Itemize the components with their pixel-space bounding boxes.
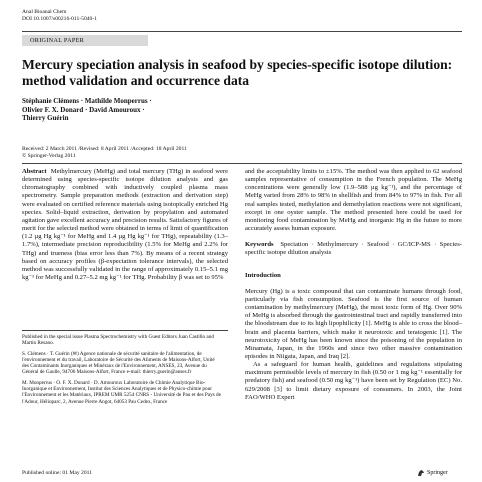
author-line: Olivier F. X. Donard · David Amouroux · <box>22 105 145 114</box>
intro-paragraph-1: Mercury (Hg) is a toxic compound that can contaminate humans through food, particularly via fish consumption. Seafood is the first source of human contamination by methylmercury (MeHg), the most toxic form of Hg. Over 90% of MeHg is absorbed through the gastrointestinal tract and rapidly transferred into the bloodstream due to its high lipophilicity [1]. MeHg is able to cross the blood–brain and placenta barriers, which make it neurotoxic and teratogenic [1]. The neurotoxicity of MeHg has been known since the poisoning of the population in Minamata, Japan, in the 1960s and since two other massive contamination episodes in Niigata, Japan, and Iraq [2]. <box>245 287 462 360</box>
keywords-label: Keywords <box>245 241 274 249</box>
abstract-paragraph <box>22 168 228 282</box>
copyright: © Springer-Verlag 2011 <box>22 153 76 159</box>
footnote-affiliation-anses: S. Clémens · T. Guérin (✉) Agence nationale de sécurité sanitaire de l'alimentation, de l'environnement et du travail, Laboratoire de Sécurité des Aliments de Maisons-Alfort, Unité des Contaminants Inorganiques et Minéraux de l'Environnement, ANSES, 23, Avenue du Général de Gaulle, 94706 Maisons-Alfort, France e-mail: thierry.guerin@anses.fr <box>22 350 215 376</box>
footnotes <box>22 334 222 409</box>
journal-header <box>22 9 97 23</box>
journal-name: Anal Bioanal Chem <box>22 9 67 15</box>
article-history <box>22 146 187 160</box>
author-line: Stéphanie Clémens · Mathilde Monperrus · <box>22 97 152 105</box>
history-rule <box>22 163 462 164</box>
footnote-affiliation-iprem: M. Monperrus · O. F. X. Donard · D. Amouroux Laboratoire de Chimie Analytique Bio-Inorganique et Environnement, Institut des Sciences Analytiques et de Physico-chimie pour l'Environnement et les Matériaux, IPREM UMR 5254 CNRS - Université de Pau et des Pays de l'Adour, Hélioparc, 2, Avenue Pierre Angot, 64053 Pau Cedex, France <box>22 379 221 405</box>
springer-wordmark: Springer <box>427 470 448 476</box>
springer-logo <box>417 469 448 477</box>
footnote-special-issue: Published in the special issue Plasma Spectrochemistry with Guest Editors Juan Castillo and Martín Resano. <box>22 334 214 347</box>
header-rule <box>22 31 462 32</box>
paper-title: Mercury speciation analysis in seafood by species-specific isotope dilution: method validation and occurrence data <box>22 57 453 88</box>
article-type-badge: ORIGINAL PAPER <box>22 35 148 46</box>
footnote-rule <box>22 330 228 331</box>
intro-paragraph-2: As a safeguard for human health, guidelines and regulations stipulating maximum permissible levels of mercury in fish (0.50 or 1 mg kg⁻¹ essentially for predatory fish) and seafood (0.50 mg kg⁻¹) have been set by Regulation (EC) No. 629/2008 [3] to limit dietary exposure of consumers. In 2003, the Joint FAO/WHO Expert <box>245 361 462 401</box>
abstract-column <box>22 168 228 282</box>
intro-heading: Introduction <box>245 271 281 279</box>
author-list <box>22 97 282 123</box>
dates: Received: 2 March 2011 /Revised: 8 April 2011 /Accepted: 18 April 2011 <box>22 146 187 152</box>
keywords-text: Speciation · Methylmercury · Seafood · GC/ICP-MS · Species-specific isotope dilution analysis <box>245 241 463 257</box>
keywords-paragraph <box>245 241 462 257</box>
abstract-text: Methylmercury (MeHg) and total mercury (THg) in seafood were determined using species-specific isotope dilution analysis and gas chromatography combined with inductively coupled plasma mass spectrometry. Sample preparation methods (extraction and derivation step) were evaluated on certified reference materials using isotopically enriched Hg species. Solid–liquid extraction, derivation by propylation and automated agitation gave excellent accuracy and precision results. Satisfactory figures of merit for the selected method were obtained in terms of limit of quantification (1.2 µg Hg kg⁻¹ for MeHg and 1.4 µg Hg kg⁻¹ for THg), repeatability (1.3–1.7%), intermediate precision reproducibility (1.5% for MeHg and 2.2% for THg) and trueness (bias error less than 7%). By means of a recent strategy based on accuracy profiles (β-expectation tolerance intervals), the selected method was successfully validated in the range of approximately 0.15–5.1 mg kg⁻¹ for MeHg and 0.27–5.2 mg kg⁻¹ for THg. Probability β was set to 95% <box>22 168 229 282</box>
springer-horse-icon <box>417 469 425 477</box>
right-column <box>245 168 462 402</box>
published-online: Published online: 01 May 2011 <box>22 470 93 476</box>
abstract-heading: Abstract <box>22 168 47 175</box>
author-line: Thierry Guérin <box>22 114 69 122</box>
doi: DOI 10.1007/s00216-011-5040-1 <box>22 16 97 22</box>
abstract-continuation: and the acceptability limits to ±15%. The method was then applied to 62 seafood samples representative of consumption in the French population. The MeHg concentrations were generally low (1.9–588 µg kg⁻¹), and the percentage of MeHg varied from 28% to 98% in shellfish and from 84% to 97% in fish. For all real samples tested, methylation and demethylation reactions were not significant, except in one oyster sample. The method presented here could be used for monitoring food contamination by MeHg and inorganic Hg in the future to more accurately assess human exposure. <box>245 168 462 233</box>
